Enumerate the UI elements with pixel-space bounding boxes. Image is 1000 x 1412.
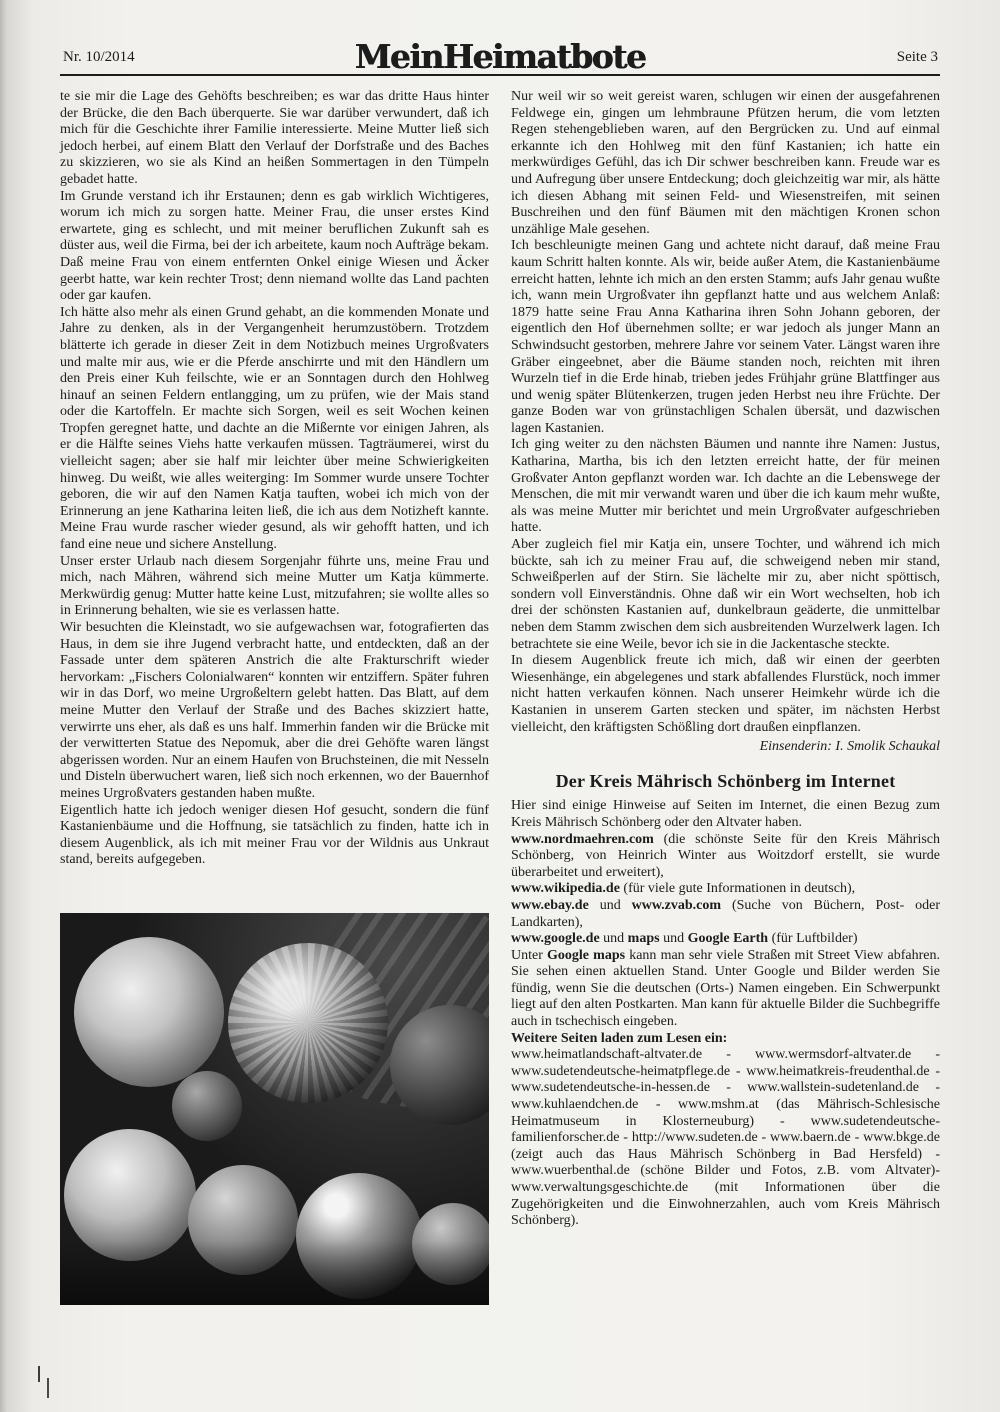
paragraph: Im Grunde verstand ich ihr Erstaunen; denn es gab wirklich Wichtigeres, worum ich mich zu sorgen hatte. Meiner Frau, die unser erstes Kind erwartete, ging es schlecht, und mit meiner beruflichen Zukunft sah es düster aus, weil die Firma, bei der ich arbeitete, kaum noch Aufträge bekam. Daß meine Frau von einem entfernten Onkel einige Wiesen und Äcker geerbt hatte, war kein rechter Trost; denn niemand wollte das Land pachten oder gar kaufen. bbox=[60, 188, 489, 304]
entry-text: www.heimatlandschaft-altvater.de - www.wermsdorf-altvater.de - www.sudetendeutsche-heimatpflege.de - www.heimatkreis-freudenthal.de - www.sudetendeutsche-in-hessen.de - www.wallstein-sudetenland.de - www.kuhlaendchen.de - www.mshm.at (das Mährisch-Schlesische Heimatmuseum in Klosterneuburg) - www.sudetendeutsche-familienforscher.de - http://www.sudeten.de - www.baern.de - www.bkge.de (zeigt auch das Haus Mährisch Schönberg in Bad Hersfeld) - www.wuerbenthal.de (schöne Bilder und Fotos, z.B. vom Altvater)- www.verwaltungsgeschichte.de (mit Informationen über die Zugehörigkeiten und die Einwohnerzahlen, auch vom Kreis Mährisch Schönberg). bbox=[511, 1047, 940, 1229]
website-name: www.ebay.de bbox=[511, 897, 589, 913]
paragraph: Wir besuchten die Kleinstadt, wo sie aufgewachsen war, fotografierten das Haus, in dem sie ihre Jugend verbracht hatte, und entdeckten, daß an der Fassade unter dem späteren Anstrich die alte Frakturschrift wieder hervorkam: „Fischers Colonialwaren“ konnten wir entziffern. Später fuhren wir in das Dorf, wo meine Urgroßeltern gelebt hatten. Das Blatt, auf dem meine Mutter den Verlauf der Straße und des Baches skizziert hatte, verwirrte uns eher, als daß es uns half. Immerhin fanden wir die Brücke mit der verwitterten Statue des Nepomuk, aber die drei Gehöfte waren längst abgerissen worden. Nur an einem Haufen von Bruchsteinen, die mit Nesseln und Disteln überwuchert waren, ließ sich noch erkennen, wo der Bauernhof meines Urgroßvaters gestanden haben mußte. bbox=[60, 620, 489, 801]
chestnut-shape bbox=[188, 1165, 298, 1275]
article-body bbox=[0, 76, 1000, 1305]
paragraph: Ich hätte also mehr als einen Grund gehabt, an die kommenden Monate und Jahre zu denken, als in der Vergangenheit herumzustöbern. Trotzdem blätterte ich gerade in dieser Zeit in dem Notizbuch meines Urgroßvaters und malte mir aus, wie er die Pferde anschirrte und mit den Händlern um den Preis einer Kuh feilschte, wie er an Sonntagen durch den Hohlweg hinauf an seinen Feldern entlangging, um zu prüfen, wie der Mais stand oder die Kartoffeln. Er machte sich Sorgen, weil es seit Wochen keinen Tropfen geregnet hatte, und dachte an die Mißernte vor einigen Jahren, als er die Hälfte seines Viehs hatte verkaufen müssen. Tagträumerei, wirst du vielleicht sagen; aber sie half mir leichter über meine Schwierigkeiten hinweg. Du weißt, wie alles weiterging: Im Sommer wurde unsere Tochter geboren, die wir auf den Namen Katja tauften, wobei ich mich von der Erinnerung an jene Katharina leiten ließ, die ich aus dem Notizheft kannte. Meine Frau wurde rascher wieder gesund, als wir gehofft hatten, und ich fand eine neue und sichere Anstellung. bbox=[60, 304, 489, 553]
paragraph: Nur weil wir so weit gereist waren, schlugen wir einen der ausgefahrenen Feldwege ein, gingen um lehmbraune Pfützen herum, die vom letzten Regen stehengeblieben waren, auf den Bergrücken zu. Und auf einmal erkannte ich den Hohlweg mit den fünf Kastanien; ich hatte ein merkwürdiges Gefühl, das ich Dir schwer beschreiben kann. Freude war es und Aufregung über unsere Entdeckung; doch gleichzeitig war mir, als hätte ich diesen Abhang mit seinen Feld- und Wiesenstreifen, mit seinen Buschreihen und den fünf Bäumen mit den mächtigen Kronen schon unzählige Male gesehen. bbox=[511, 89, 940, 237]
entry-text: (Suche von Büchern, Post- oder Landkarten), bbox=[511, 897, 941, 930]
entry-text: (für Luftbilder) bbox=[768, 931, 858, 947]
website-name: www.wikipedia.de bbox=[511, 881, 620, 897]
chestnut-husk bbox=[228, 943, 388, 1103]
entry-text: (für viele gute Informationen in deutsch), bbox=[619, 881, 856, 897]
internet-entry bbox=[511, 832, 940, 882]
right-column bbox=[511, 89, 940, 1305]
scan-artifact bbox=[38, 1366, 40, 1382]
chestnut-shape bbox=[172, 1071, 242, 1141]
website-name: Google maps bbox=[547, 947, 626, 963]
internet-entry bbox=[511, 898, 940, 931]
website-name: maps bbox=[627, 931, 660, 947]
entry-text: Unter bbox=[511, 947, 548, 963]
entry-text: und bbox=[588, 897, 632, 913]
right-column-text bbox=[511, 89, 940, 736]
internet-entry bbox=[511, 931, 940, 948]
website-name: Weitere Seiten laden zum Lesen ein: bbox=[511, 1030, 728, 1046]
paragraph: Aber zugleich fiel mir Katja ein, unsere Tochter, und während ich mich bückte, sah ich zu meiner Frau auf, die schweigend neben mir stand, Schweißperlen auf der Stirn. Sie lächelte mir zu, aber nicht spöttisch, sondern voll Einverständnis. Ohne daß wir ein Wort wechselten, hob ich drei der schönsten Kastanien auf, dunkelbraun geäderte, die unmittelbar neben dem Stamm zwischen dem sich ausbreitenden Wurzelwerk lagen. Ich betrachtete sie eine Weile, bevor ich sie in die Jackentasche steckte. bbox=[511, 537, 940, 652]
entry-text: Hier sind einige Hinweise auf Seiten im Internet, die einen Bezug zum Kreis Mährisch Schönberg oder den Altvater haben. bbox=[511, 798, 940, 830]
chestnuts-photo bbox=[60, 913, 489, 1305]
website-name: Google Earth bbox=[687, 931, 769, 947]
internet-section-text bbox=[511, 798, 940, 1229]
website-name: www.nordmaehren.com bbox=[511, 831, 654, 847]
entry-text: (die schönste Seite für den Kreis Mährisch Schönberg, von Heinrich Winter aus Woitzdorf erstellt, sie wurde überarbeitet und erweitert), bbox=[511, 831, 940, 880]
internet-entry bbox=[511, 1031, 940, 1048]
internet-entry bbox=[511, 881, 940, 898]
website-name: www.google.de bbox=[511, 931, 600, 947]
internet-entry bbox=[511, 1047, 940, 1230]
entry-text: und bbox=[599, 931, 628, 947]
chestnut-shape bbox=[412, 1203, 489, 1285]
issue-number: Nr. 10/2014 bbox=[63, 49, 135, 65]
left-column bbox=[60, 89, 489, 1305]
masthead-title: MeinHeimatbote bbox=[354, 37, 646, 76]
paragraph: Eigentlich hatte ich jedoch weniger diesen Hof gesucht, sondern die fünf Kastanienbäume und die Hoffnung, sie tatsächlich zu finden, hatte ich in diesem Augenblick, als ich mit meiner Frau vor der Wildnis aus Unkraut stand, bereits aufgegeben. bbox=[60, 802, 489, 868]
byline: Einsenderin: I. Smolik Schaukal bbox=[759, 739, 940, 755]
chestnut-shape bbox=[64, 1129, 196, 1261]
paragraph: In diesem Augenblick freute ich mich, daß wir einen der geerbten Wiesenhänge, ein abgelegenes und stark abfallendes Flurstück, noch immer nicht hatten verkaufen können. Nach unserer Heimkehr würde ich die Kastanien in unserem Garten stecken und später, im nächsten Herbst vielleicht, den kräftigsten Schößling dort draußen einpflanzen. bbox=[511, 653, 940, 735]
website-name: www.zvab.com bbox=[631, 897, 722, 913]
entry-text: kann man sehr viele Straßen mit Street View abfahren. Sie sehen einen aktuellen Stand. Unter Google und Bilder werden Sie fündig, wenn Sie die deutschen (Orts-) Namen eingeben. Ein Schwerpunkt liegt auf den alten Postkarten. Man kann für aktuelle Bilder die Suchbegriffe auch in tschechisch eingeben. bbox=[511, 947, 941, 1030]
entry-text: und bbox=[659, 931, 688, 947]
internet-entry bbox=[511, 798, 940, 831]
internet-section-title: Der Kreis Mährisch Schönberg im Internet bbox=[555, 770, 896, 791]
internet-entry bbox=[511, 948, 940, 1031]
chestnut-shape bbox=[74, 937, 224, 1087]
chestnut-shape bbox=[296, 1173, 422, 1299]
paragraph: Unser erster Urlaub nach diesem Sorgenjahr führte uns, meine Frau und mich, nach Mähren, während sich meine Mutter um Katja kümmerte. Merkwürdig genug: Mutter hatte keine Lust, mitzufahren; sie wollte alles so in Erinnerung behalten, wie sie es verlassen hatte. bbox=[60, 553, 489, 619]
page-header bbox=[0, 0, 1000, 74]
left-column-text bbox=[60, 89, 489, 869]
scan-artifact bbox=[47, 1378, 49, 1398]
page-number: Seite 3 bbox=[896, 49, 938, 65]
paragraph: te sie mir die Lage des Gehöfts beschreiben; es war das dritte Haus hinter der Brücke, die den Bach überquerte. Sie war darüber verwundert, daß ich mich für die Geschichte ihrer Familie interessierte. Meine Mutter ließ sich jedoch herbei, auf einem Blatt den Verlauf der Dorfstraße und des Baches zu skizzieren, wo sie als Kind an heißen Sommertagen in den Tümpeln gebadet hatte. bbox=[60, 89, 489, 187]
paragraph: Ich beschleunigte meinen Gang und achtete nicht darauf, daß meine Frau kaum Schritt halten konnte. Als wir, beide außer Atem, die Kastanienbäume erreicht hatten, lehnte ich mich an den ersten Stamm; aufs Jahr genau wußte ich, wann mein Urgroßvater ihn gepflanzt hatte und aus welchem Anlaß: 1879 hatte seine Frau Anna Katharina ihren Sohn Johann geboren, der eigentlich den Hof übernehmen sollte; er war jedoch als junger Mann an Schwindsucht gestorben, mehrere Jahre vor seinem Vater. Längst waren ihre Gräber eingeebnet, aber die Bäume standen noch, reichten mit ihren Wurzeln tief in die Erde hinab, trieben jedes Frühjahr grüne Blattfinger aus und wenig später Blütenkerzen, trugen jeden Herbst neu ihre Früchte. Der ganze Boden war von grünstachligen Schalen übersät, und dazwischen lagen Kastanien. bbox=[511, 238, 940, 436]
paragraph: Ich ging weiter zu den nächsten Bäumen und nannte ihre Namen: Justus, Katharina, Martha, bis ich den letzten erreicht hatte, der für meinen Großvater Anton gepflanzt worden war. Ich dachte an die Lebenswege der Menschen, die mit mir verwandt waren und über die ich kaum mehr wußte, als was meine Mutter mir berichtet und mein Urgroßvater aufgeschrieben hatte. bbox=[511, 437, 940, 536]
